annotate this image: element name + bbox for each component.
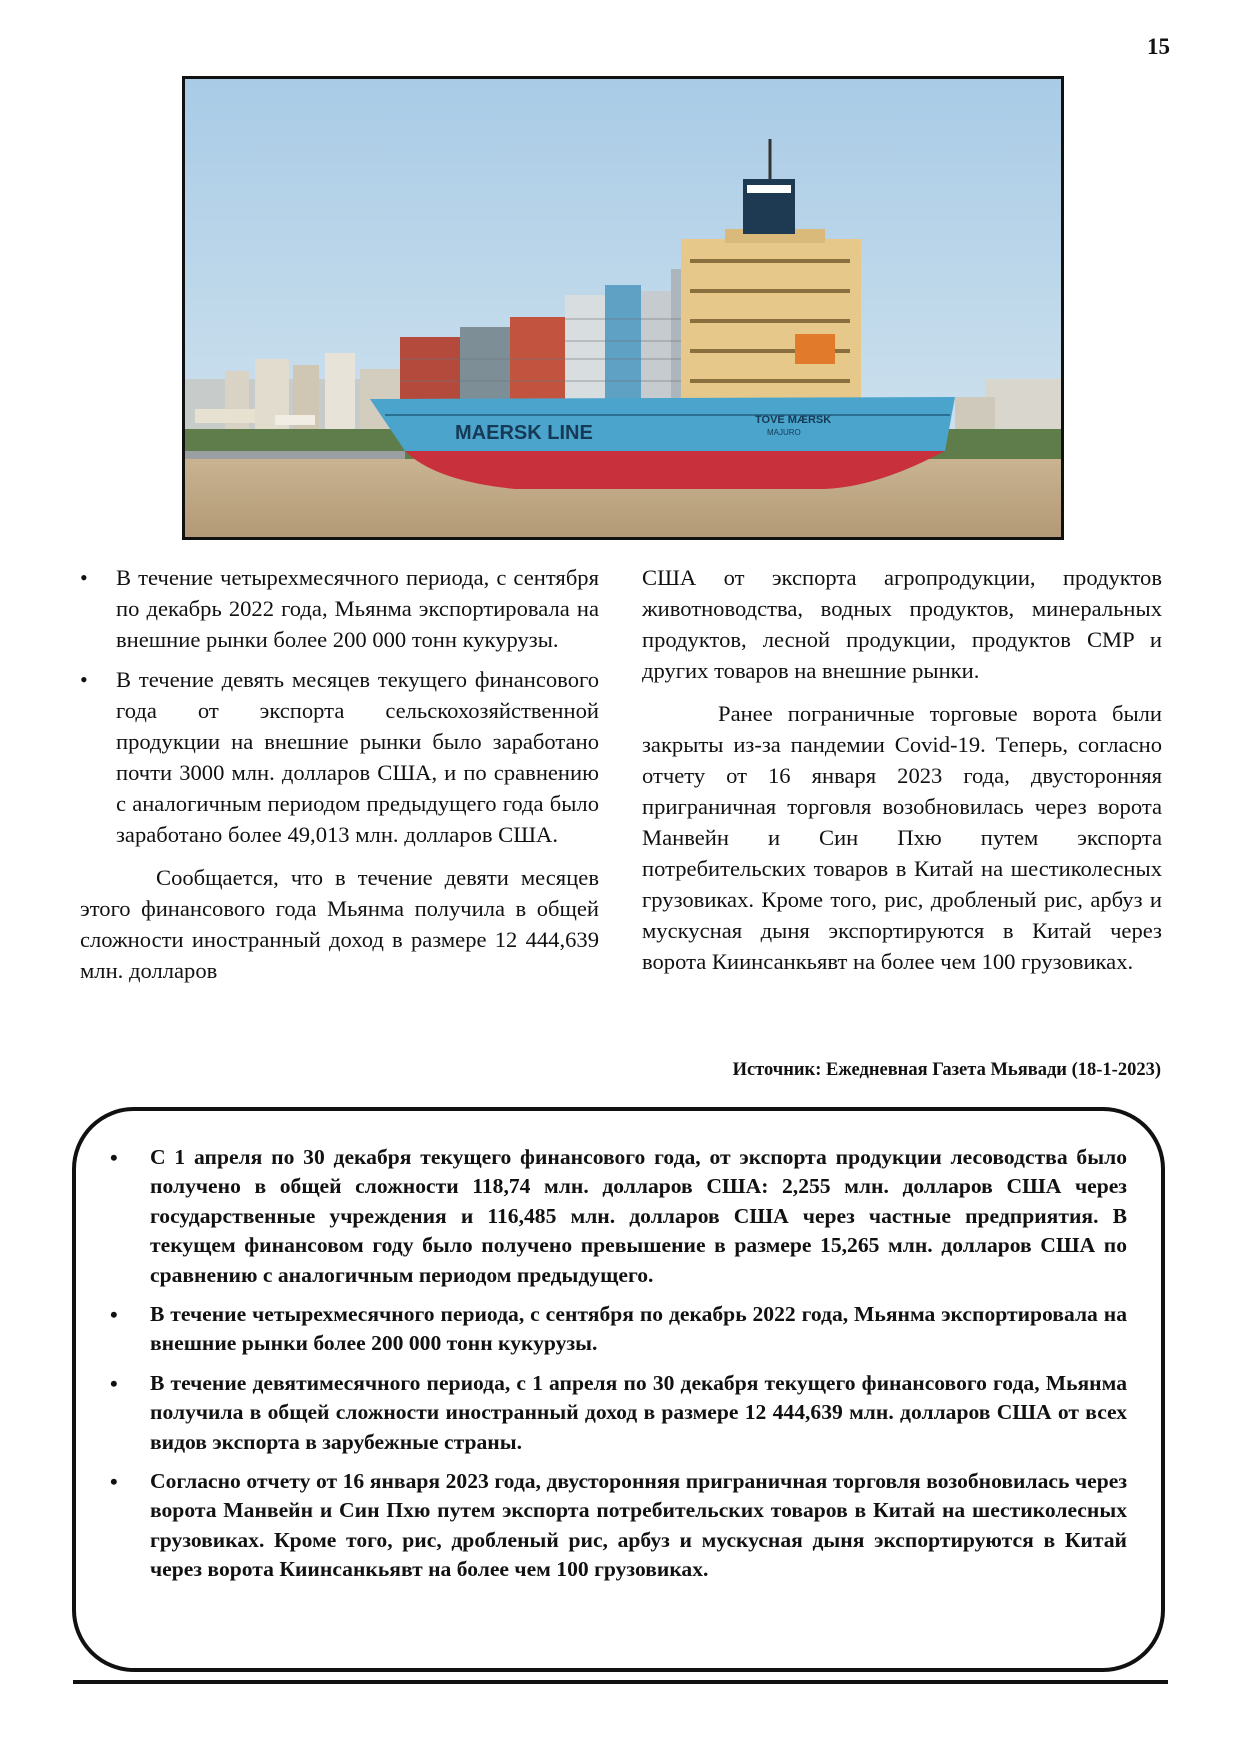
source-credit: Источник: Ежедневная Газета Мьявади (18-1-2023) bbox=[732, 1060, 1161, 1080]
stern-port: MAJURO bbox=[767, 428, 801, 437]
right-column bbox=[642, 562, 1162, 977]
left-paragraph: Сообщается, что в течение девяти месяцев этого финансового года Мьянма получила в общей сложности иностранный доход в размере 12 444,639 млн. долларов bbox=[80, 865, 599, 983]
bottom-divider bbox=[73, 1680, 1168, 1684]
left-column bbox=[80, 562, 599, 986]
right-paragraph: Ранее пограничные торговые ворота были закрыты из-за пандемии Covid-19. Теперь, согласно отчету от 16 января 2023 года, двусторонняя приграничная торговля возобновилась через ворота Манвейн и Син Пхю путем экспорта потребительских товаров в Китай на шестиколесных грузовиках. Кроме того, рис, дробленый рис, арбуз и мускусная дыня экспортируются в Китай через ворота Киинсанкьявт на более чем 100 грузовиках. bbox=[642, 701, 1162, 974]
stern-name: TOVE MÆRSK bbox=[755, 414, 832, 426]
list-item: • С 1 апреля по 30 декабря текущего финансового года, от экспорта продукции лесоводства было получено в общей сложности 118,74 млн. долларов США: 2,255 млн. долларов США через государственные учреждения и 116,485 млн. долларов США через частные предприятия. В текущем финансовом году было получено превышение в размере 15,265 млн. долларов США по сравнению с аналогичным периодом предыдущего. bbox=[106, 1143, 1127, 1290]
left-bullet-list bbox=[80, 562, 599, 850]
list-item: • Согласно отчету от 16 января 2023 года, двусторонняя приграничная торговля возобновилась через ворота Манвейн и Син Пхю путем экспорта потребительских товаров в Китай на шестиколесных грузовиках. Кроме того, рис, дробленый рис, арбуз и мускусная дыня экспортируются в Китай через ворота Киинсанкьявт на более чем 100 грузовиках. bbox=[106, 1467, 1127, 1585]
list-item: • В течение четырехмесячного периода, с сентября по декабрь 2022 года, Мьянма экспортировала на внешние рынки более 200 000 тонн кукурузы. bbox=[80, 562, 599, 655]
ship-hull bbox=[370, 397, 955, 489]
list-item: • В течение девять месяцев текущего финансового года от экспорта сельскохозяйственной продукции на внешние рынки было заработано почти 3000 млн. долларов США, и по сравнению с аналогичным периодом предыдущего года было заработано более 49,013 млн. долларов США. bbox=[80, 664, 599, 850]
list-item: • В течение четырехмесячного периода, с сентября по декабрь 2022 года, Мьянма экспортировала на внешние рынки более 200 000 тонн кукурузы. bbox=[106, 1300, 1127, 1359]
list-item: • В течение девятимесячного периода, с 1 апреля по 30 декабря текущего финансового года, Мьянма получила в общей сложности иностранный доход в размере 12 444,639 млн. долларов США от всех видов экспорта в зарубежные страны. bbox=[106, 1369, 1127, 1457]
summary-box bbox=[72, 1107, 1165, 1672]
page-number: 15 bbox=[1147, 34, 1170, 59]
hull-lettering: MAERSK LINE bbox=[455, 422, 593, 444]
container-ship-photo bbox=[182, 76, 1064, 540]
summary-bullet-list bbox=[106, 1143, 1127, 1585]
right-continuation: США от экспорта агропродукции, продуктов животноводства, водных продуктов, минеральных продуктов, лесной продукции, продуктов CMP и других товаров на внешние рынки. bbox=[642, 565, 1162, 683]
